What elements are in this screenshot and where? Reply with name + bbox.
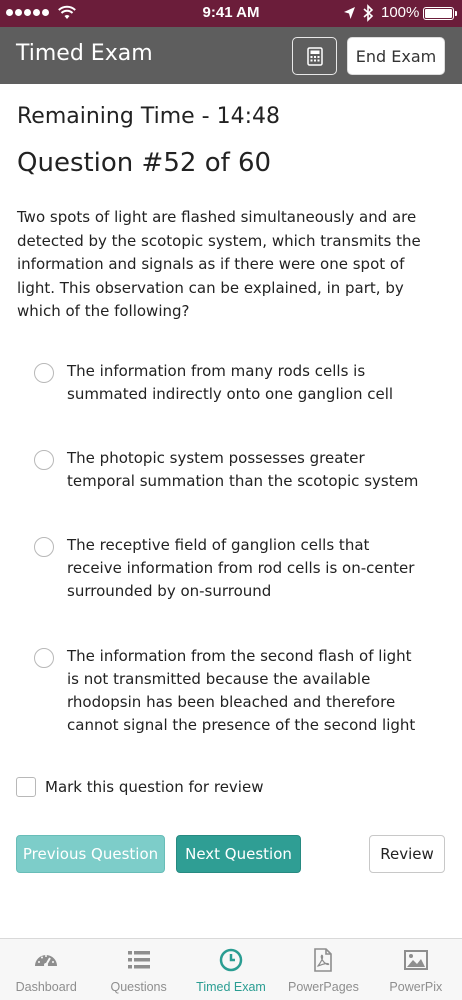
tab-label: Questions <box>110 980 167 994</box>
question-number: Question #52 of 60 <box>17 148 272 178</box>
tab-label: PowerPages <box>287 980 359 994</box>
battery-icon <box>423 7 454 20</box>
radio-button[interactable] <box>34 537 54 557</box>
answer-option-text: The receptive field of ganglion cells that receive information from rod cells is on-center surrounded by on-surround <box>67 536 415 600</box>
answer-option-4[interactable] <box>34 645 434 737</box>
bluetooth-icon <box>362 4 374 22</box>
mark-review-checkbox[interactable] <box>16 777 36 797</box>
remaining-time: Remaining Time - 14:48 <box>17 104 280 129</box>
tab-bar <box>0 938 462 1000</box>
answer-option-text: The information from many rods cells is summated indirectly onto one ganglion cell <box>67 362 394 403</box>
radio-button[interactable] <box>34 363 54 383</box>
tab-powerpages[interactable] <box>277 939 369 1000</box>
mark-for-review[interactable] <box>16 777 263 797</box>
tab-label: PowerPix <box>389 980 443 994</box>
battery-percent: 100% <box>381 4 420 21</box>
answer-option-2[interactable] <box>34 447 434 493</box>
location-arrow-icon <box>343 6 356 20</box>
next-question-button[interactable]: Next Question <box>176 835 301 873</box>
app-header <box>0 27 462 84</box>
clock-icon <box>218 947 244 973</box>
page-title: Timed Exam <box>16 41 153 66</box>
tab-label: Dashboard <box>15 980 77 994</box>
question-text: Two spots of light are flashed simultaneously and are detected by the scotopic system, which transmits the information and signals as if there were one spot of light. This observation can be explained, in part, by which of the following? <box>17 208 421 320</box>
calculator-button[interactable] <box>292 37 337 75</box>
radio-button[interactable] <box>34 648 54 668</box>
pdf-icon <box>310 947 336 973</box>
previous-question-button[interactable]: Previous Question <box>16 835 165 873</box>
mark-review-label: Mark this question for review <box>45 778 264 796</box>
answer-option-1[interactable] <box>34 360 434 406</box>
status-bar <box>0 0 462 27</box>
dashboard-icon <box>33 947 59 973</box>
tab-label: Timed Exam <box>196 980 266 994</box>
radio-button[interactable] <box>34 450 54 470</box>
list-icon <box>126 947 152 973</box>
calculator-icon <box>307 47 323 66</box>
tab-dashboard[interactable] <box>0 939 92 1000</box>
answer-option-text: The photopic system possesses greater temporal summation than the scotopic system <box>67 449 419 490</box>
tab-powerpix[interactable] <box>370 939 462 1000</box>
tab-questions[interactable] <box>92 939 184 1000</box>
tab-timed-exam[interactable] <box>185 939 277 1000</box>
image-icon <box>403 947 429 973</box>
end-exam-button[interactable]: End Exam <box>347 37 445 75</box>
answer-option-text: The information from the second flash of light is not transmitted because the available rhodopsin has been bleached and therefore cannot signal the presence of the second light <box>67 647 416 734</box>
review-button[interactable]: Review <box>369 835 445 873</box>
answer-option-3[interactable] <box>34 534 434 603</box>
status-time: 9:41 AM <box>202 4 260 21</box>
